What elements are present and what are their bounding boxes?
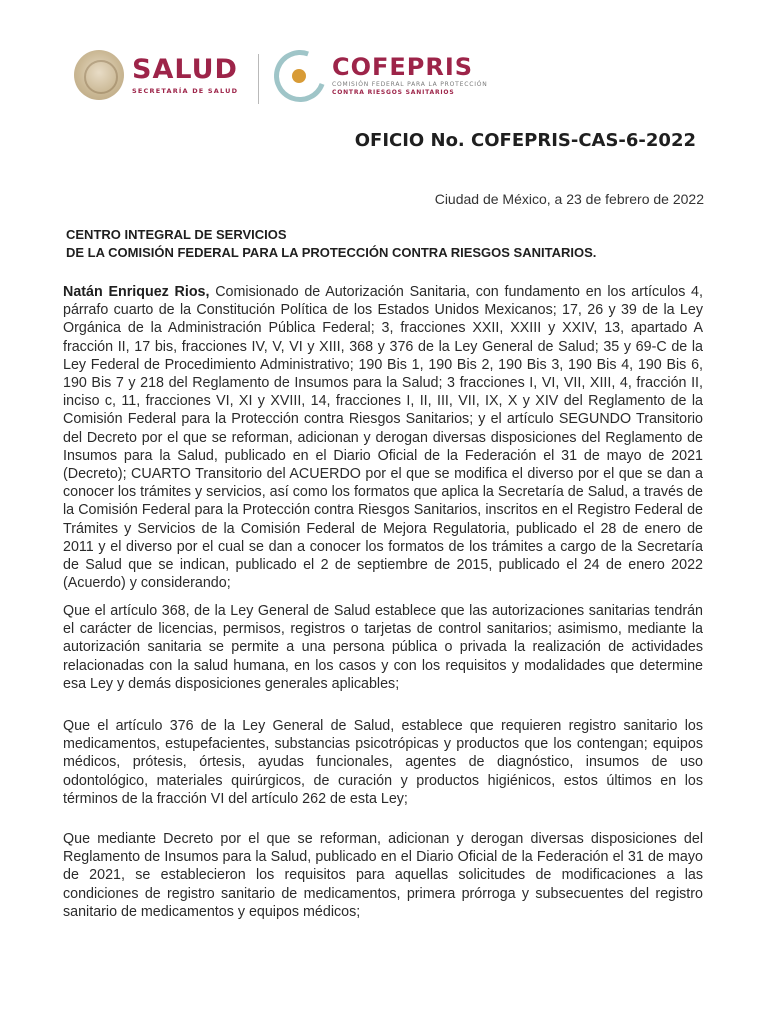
oficio-number: OFICIO No. COFEPRIS-CAS-6-2022 (354, 130, 696, 151)
cofepris-logo-subtitle-1: COMISIÓN FEDERAL PARA LA PROTECCIÓN (332, 81, 488, 88)
logo-divider (258, 54, 259, 104)
salud-logo-subtitle: SECRETARÍA DE SALUD (132, 87, 239, 95)
cofepris-emblem-icon (274, 50, 324, 100)
paragraph-1-text: Comisionado de Autorización Sanitaria, con fundamento en los artículos 4, párrafo cuarto de la Constitución Política de los Estados Unidos Mexicanos; 17, 26 y 39 de la Ley Orgánica de la Administración Pública Federal; 3, fracciones XXII, XXIII y XXIV, 13, apartado A fracción II, 17 bis, fracciones IV, V, VI y XIII, 368 y 376 de la Ley General de Salud; 35 y 69-C de la Ley Federal de Procedimiento Administrativo; 190 Bis 1, 190 Bis 2, 190 Bis 3, 190 Bis 4, 190 Bis 6, 190 Bis 7 y 218 del Reglamento de Insumos para la Salud; 3 fracciones I, VI, VII, XIII, 4, fracción II, inciso c, 11, fracciones VI, XI y XVIII, 14, fracciones I, II, III, VII, IX, X y XIV del Reglamento de la Comisión Federal para la Protección contra Riesgos Sanitarios; y el artículo SEGUNDO Transitorio del Decreto por el que se reforman, adicionan y derogan diversas disposiciones del Reglamento de Insumos para la Salud, publicado en el Diario Oficial de la Federación el 31 de mayo de 2021 (Decreto); CUARTO Transitorio del ACUERDO por el que se modifica el diverso por el que se dan a conocer los trámites y servicios, así como los formatos que aplica la Secretaría de Salud, a través de la Comisión Federal para la Protección contra Riesgos Sanitarios, inscritos en el Registro Federal de Trámites y Servicios de la Comisión Federal de Mejora Regulatoria, publicado el 28 de enero de 2011 y el diverso por el cual se dan a conocer los formatos de los trámites a cargo de la Secretaría de Salud que se indican, publicado el 2 de septiembre de 2015, publicado el 24 de enero 2022 (Acuerdo) y considerando; (63, 284, 703, 592)
paragraph-considerando-1: Que el artículo 368, de la Ley General de Salud establece que las autorizaciones sanitarias tendrán el carácter de licencias, permisos, registros o tarjetas de control sanitarios; asimismo, mediante la autorización sanitaria se permite a una persona pública o privada la realización de actividades relacionadas con la salud humana, en los casos y con los requisitos y modalidades que determine esa Ley y demás disposiciones generales aplicables; (63, 603, 703, 692)
mexico-seal-icon (74, 50, 124, 100)
cofepris-logo (274, 50, 488, 100)
paragraph-considerando-2: Que el artículo 376 de la Ley General de Salud, establece que requieren registro sanitario los medicamentos, estupefacientes, substancias psicotrópicas y productos que los contengan; equipos médicos, prótesis, órtesis, ayudas funcionales, agentes de diagnóstico, insumos de uso odontológico, materiales quirúrgicos, de curación y productos higiénicos, estos últimos en los términos de la fracción VI del artículo 262 de esta Ley; (63, 718, 703, 807)
cofepris-logo-name: COFEPRIS (332, 53, 474, 81)
addressee-line-1: CENTRO INTEGRAL DE SERVICIOS (66, 227, 287, 242)
salud-logo (74, 50, 238, 100)
document-date: Ciudad de México, a 23 de febrero de 2022 (434, 191, 704, 207)
paragraph-fundamento (63, 283, 703, 592)
paragraph-considerando-3: Que mediante Decreto por el que se reforman, adicionan y derogan diversas disposiciones del Reglamento de Insumos para la Salud, publicado en el Diario Oficial de la Federación el 31 de mayo de 2021, se establecieron los requisitos para aquellas solicitudes de modificaciones a las condiciones de registro sanitario de medicamentos, primera prórroga y subsecuentes del registro sanitario de medicamentos y equipos médicos; (63, 831, 703, 920)
salud-logo-name: SALUD (132, 54, 238, 85)
addressee-line-2: DE LA COMISIÓN FEDERAL PARA LA PROTECCIÓN CONTRA RIESGOS SANITARIOS. (66, 245, 597, 260)
signatory-name: Natán Enriquez Rios, (63, 284, 210, 300)
cofepris-logo-subtitle-2: CONTRA RIESGOS SANITARIOS (332, 89, 455, 96)
addressee (66, 226, 596, 262)
